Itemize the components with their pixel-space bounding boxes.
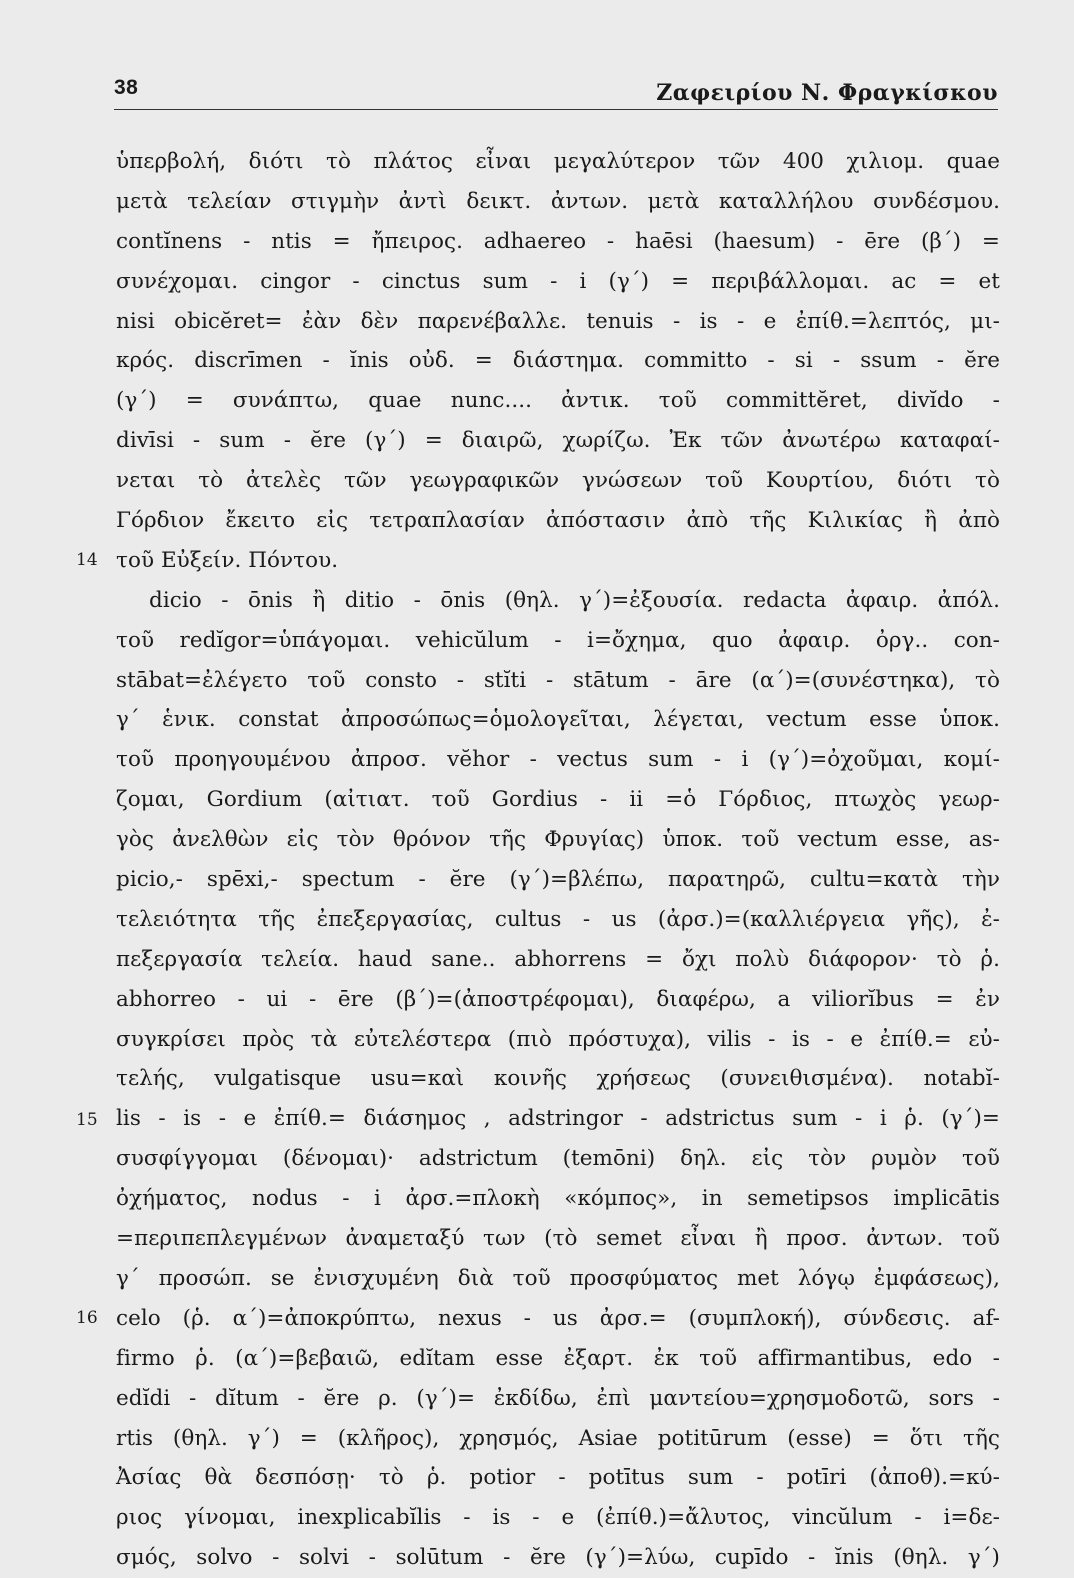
text-line: γ΄ ἑνικ. constat ἀπροσώπως=ὁμολογεῖται, λέγεται, vectum esse ὑποκ. [116,707,1000,733]
header-rule [114,109,998,110]
text-line: συνέχομαι. cingor - cinctus sum - i (γ΄) = περιβάλλομαι. ac = et [116,268,1000,294]
text-line: πεξεργασία τελεία. haud sane.. abhorrens = ὄχι πολὺ διάφορον· τὸ ῥ. [116,946,1000,972]
page-number: 38 [114,76,139,99]
text-line: τελής, vulgatisque usu=καὶ κοινῆς χρήσεως (συνειθισμένα). notabĭ- [116,1066,1000,1092]
text-line: ζομαι, Gordium (αἰτιατ. τοῦ Gordius - ii =ὁ Γόρδιος, πτωχὸς γεωρ- [116,787,1000,813]
text-line: stābat=ἐλέγετο τοῦ consto - stĭti - stātum - āre (α΄)=(συνέστηκα), τὸ [116,667,1000,693]
text-line: ὀχήματος, nodus - i ἀρσ.=πλοκὴ «κόμπος», in semetipsos implicātis [116,1186,1000,1212]
text-line: γὸς ἀνελθὼν εἰς τὸν θρόνον τῆς Φρυγίας) ὑποκ. τοῦ vectum esse, as- [116,827,1000,853]
text-line: celo (ῥ. α΄)=ἀποκρύπτω, nexus - us ἀρσ.= (συμπλοκή), σύνδεσις. af- [116,1305,1000,1331]
text-line: τοῦ redĭgor=ὑπάγομαι. vehicŭlum - i=ὄχημα, quo ἀφαιρ. ὀργ.. con- [116,627,1000,653]
text-line: κρός. discrīmen - ĭnis οὐδ. = διάστημα. committo - si - ssum - ĕre [116,348,1000,374]
text-line: ὑπερβολή, διότι τὸ πλάτος εἶναι μεγαλύτερον τῶν 400 χιλιομ. quae [116,149,1000,174]
text-line: γ΄ προσώπ. se ἐνισχυμένη διὰ τοῦ προσφύματος met λόγῳ ἐμφάσεως), [116,1265,1000,1291]
text-line: τοῦ προηγουμένου ἀπροσ. vĕhor - vectus sum - i (γ΄)=ὀχοῦμαι, κομί- [116,747,1000,773]
text-line: rtis (θηλ. γ΄) = (κλῆρος), χρησμός, Asiae potitūrum (esse) = ὅτι τῆς [116,1425,1000,1451]
text-line: Γόρδιον ἔκειτο εἰς τετραπλασίαν ἀπόστασιν ἀπὸ τῆς Κιλικίας ἢ ἀπὸ [116,508,1000,534]
text-line: Ἀσίας θὰ δεσπόσῃ· τὸ ῥ. potior - potītus sum - potīri (ἀποθ).=κύ- [116,1465,1000,1491]
text-line: (γ΄) = συνάπτω, quae nunc.... ἀντικ. τοῦ committĕret, divĭdo - [116,388,1000,414]
text-line: σμός, solvo - solvi - solūtum - ĕre (γ΄)=λύω, cupīdo - ĭnis (θηλ. γ΄) [116,1545,1000,1571]
text-line: τοῦ Εὐξείν. Πόντου. [116,547,339,573]
text-line: νεται τὸ ἀτελὲς τῶν γεωγραφικῶν γνώσεων τοῦ Κουρτίου, διότι τὸ [116,468,1000,494]
text-line: lis - is - e ἐπίθ.= διάσημος , adstringor - adstrictus sum - i ῥ. (γ΄)= [116,1106,1000,1132]
text-line: συσφίγγομαι (δένομαι)· adstrictum (temōni) δηλ. εἰς τὸν ρυμὸν τοῦ [116,1146,1000,1172]
text-line: firmo ῥ. (α΄)=βεβαιῶ, edĭtam esse ἐξαρτ. ἐκ τοῦ affirmantibus, edo - [116,1345,1000,1371]
text-line: ριος γίνομαι, inexplicabĭlis - is - e (ἐπίθ.)=ἄλυτος, vincŭlum - i=δε- [116,1505,1000,1531]
margin-number: 15 [76,1110,98,1130]
text-line: contĭnens - ntis = ἤπειρος. adhaereo - haēsi (haesum) - ēre (β΄) = [116,228,1000,254]
text-line: edĭdi - dĭtum - ĕre ρ. (γ΄)= ἐκδίδω, ἐπὶ μαντείου=χρησμοδοτῶ, sors - [116,1385,1000,1411]
text-body [116,142,1000,1578]
text-line: μετὰ τελείαν στιγμὴν ἀντὶ δεικτ. ἀντων. μετὰ καταλλήλου συνδέσμου. [116,188,1000,214]
running-head: Ζαφειρίου Ν. Φραγκίσκου [656,80,998,106]
text-line: τελειότητα τῆς ἐπεξεργασίας, cultus - us (ἀρσ.)=(καλλιέργεια γῆς), ἐ- [116,906,1000,932]
text-line: =περιπεπλεγμένων ἀναμεταξύ των (τὸ semet εἶναι ἢ προσ. ἀντων. τοῦ [116,1226,1000,1252]
text-line: picio,- spēxi,- spectum - ĕre (γ΄)=βλέπω, παρατηρῶ, cultu=κατὰ τὴν [116,867,1000,893]
text-line: συγκρίσει πρὸς τὰ εὐτελέστερα (πιὸ πρόστυχα), vilis - is - e ἐπίθ.= εὐ- [116,1026,1000,1052]
text-line: divīsi - sum - ĕre (γ΄) = διαιρῶ, χωρίζω. Ἐκ τῶν ἀνωτέρω καταφαί- [116,428,1000,454]
text-line: nisi obicĕret= ἐὰν δὲν παρενέβαλλε. tenuis - is - e ἐπίθ.=λεπτός, μι- [116,308,1000,334]
text-line: dicio - ōnis ἢ ditio - ōnis (θηλ. γ΄)=ἐξουσία. redacta ἀφαιρ. ἀπόλ. [149,587,1000,613]
text-line: abhorreo - ui - ēre (β΄)=(ἀποστρέφομαι), διαφέρω, a viliorĭbus = ἐν [116,986,1000,1012]
margin-number: 14 [76,550,98,570]
margin-number: 16 [76,1308,98,1328]
